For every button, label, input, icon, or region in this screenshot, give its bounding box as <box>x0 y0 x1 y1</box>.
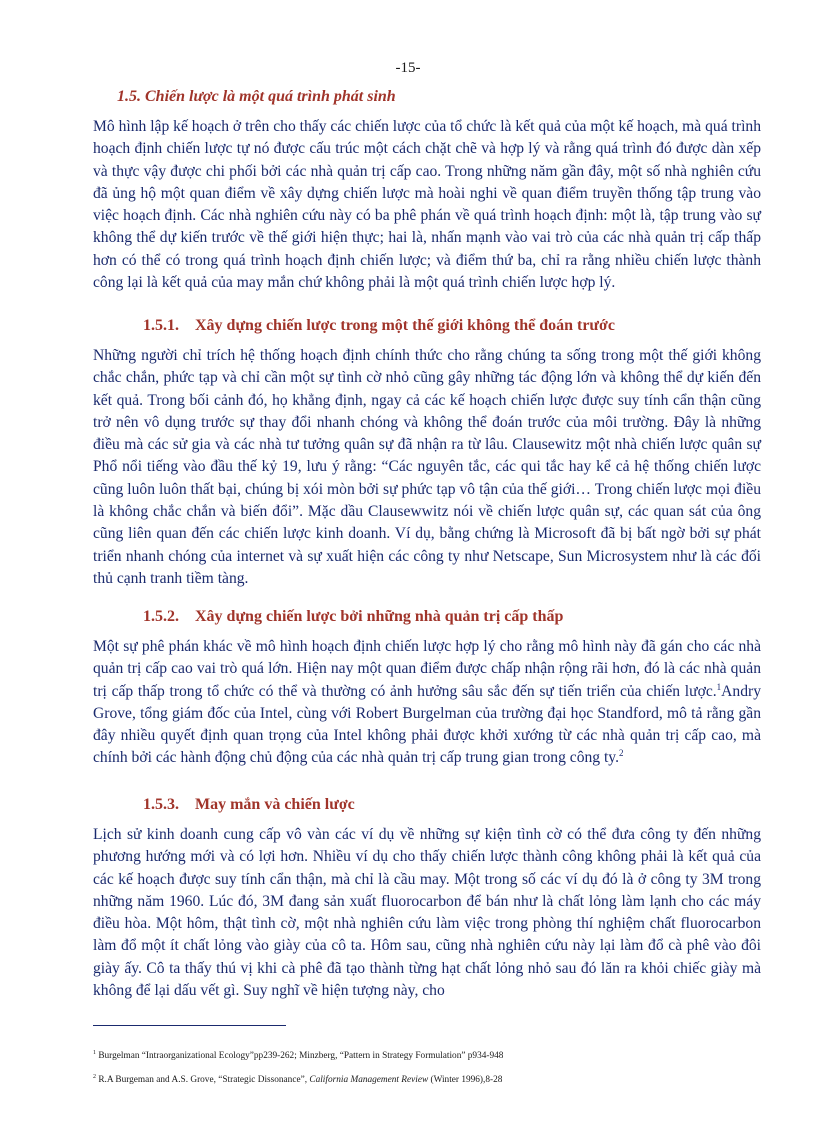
footnote-ref-2[interactable]: 2 <box>619 748 624 759</box>
footnote-text: (Winter 1996),8-28 <box>428 1075 503 1085</box>
subsection-title: Xây dựng chiến lược trong một thế giới không thể đoán trước <box>195 317 615 334</box>
subsection-title: Xây dựng chiến lược bởi những nhà quản trị cấp thấp <box>195 608 564 625</box>
footnote-ref-1[interactable]: 1 <box>716 681 722 692</box>
subsection-number: 1.5.3. <box>143 796 179 813</box>
subsection-1-5-3-paragraph: Lịch sử kinh doanh cung cấp vô vàn các ví dụ về những sự kiện tình cờ có thể đưa công ty đến những phương hướng mới và có lợi hơn. Nhiều ví dụ cho thấy chiến lược thành công không phải là kết quả của các kế hoạch được suy tính cẩn thận, mà chỉ là cầu may. Một trong số các ví dụ đó là ở công ty 3M trong những năm 1960. Lúc đó, 3M đang sản xuất fluorocarbon để bán như là chất lỏng làm lạnh cho các máy điều hòa. Một hôm, thật tình cờ, một nhà nghiên cứu làm việc trong phòng thí nghiệm chất fluorocarbon làm đổ một ít chất lỏng vào giày của cô ta. Hôm sau, cũng nhà nghiên cứu này lại làm đổ cà phê vào đôi giày ấy. Cô ta thấy thú vị khi cà phê đã tạo thành từng hạt chất lỏng nhỏ sau đó lăn ra khỏi chiếc giày mà không để lại dấu vết gì. Suy nghĩ về hiện tượng này, cho <box>93 826 761 1000</box>
subsection-title: May mắn và chiến lược <box>195 796 355 813</box>
footnote-2 <box>93 1075 773 1085</box>
subsection-heading-1-5-2 <box>143 608 563 626</box>
subsection-number: 1.5.1. <box>143 317 179 334</box>
footnote-separator <box>93 1025 286 1026</box>
section-heading: 1.5. Chiến lược là một quá trình phát sinh <box>117 88 396 105</box>
subsection-number: 1.5.2. <box>143 608 179 625</box>
paragraph-text: Một sự phê phán khác về mô hình hoạch định chiến lược hợp lý cho rằng mô hình này đã gán cho các nhà quản trị cấp cao vai trò quá lớn. Hiện nay một quan điểm được chấp nhận rộng rãi hơn, đó là các nhà quản trị cấp thấp trong tổ chức có thể và thường có ảnh hưởng sâu sắc đến sự tiến triển của chiến lược. <box>93 638 761 700</box>
subsection-1-5-1-paragraph: Những người chỉ trích hệ thống hoạch định chính thức cho rằng chúng ta sống trong một thế giới không chắc chắn, phức tạp và chỉ cần một sự tình cờ nhỏ cũng gây những tác động lớn và không thể dự kiến đến kết quả. Trong bối cảnh đó, họ khẳng định, ngay cả các kế hoạch chiến lược được suy tính cẩn thận cũng trở nên vô dụng trước sự thay đổi nhanh chóng và không thể đoán trước của môi trường. Đây là những điều mà các sử gia và các nhà tư tưởng quân sự đã nhận ra từ lâu. Clausewitz một nhà chiến lược quân sự Phổ nổi tiếng vào đầu thế kỷ 19, lưu ý rằng: “Các nguyên tắc, các qui tắc hay kể cả hệ thống chiến lược cũng luôn luôn thất bại, chúng bị xói mòn bởi sự phức tạp vô tận của thế giới… Trong chiến lược mọi điều là không chắc chắn và biến đổi”. Mặc dầu Clausewwitz nói về chiến lược quân sự, các quan sát của ông cũng liên quan đến các chiến lược kinh doanh. Ví dụ, bằng chứng là Microsoft đã bị bất ngờ bởi sự phát triển nhanh chóng của internet và sự xuất hiện các công ty như Netscape, Sun Microsystem như là các đối thủ cạnh tranh tiềm tàng. <box>93 347 761 587</box>
footnote-text: R.A Burgeman and A.S. Grove, “Strategic Dissonance”, <box>98 1075 310 1085</box>
footnote-marker: 1 <box>93 1049 96 1056</box>
footnote-marker: 2 <box>93 1073 96 1080</box>
subsection-1-5-2-paragraph <box>93 636 761 770</box>
section-intro-paragraph: Mô hình lập kế hoạch ở trên cho thấy các chiến lược của tổ chức là kết quả của một kế hoạch, mà quá trình hoạch định chiến lược tự nó được cấu trúc một cách chặt chẽ và hợp lý và rằng quá trình đó được dàn xếp và thực vậy được chi phối bởi các nhà quản trị cấp cao. Trong những năm gần đây, một số nhà nghiên cứu đã ủng hộ một quan điểm về xây dựng chiến lược mà hoài nghi về quan điểm truyền thống tập trung vào việc hoạch định. Các nhà nghiên cứu này có ba phê phán về quá trình hoạch định: một là, tập trung vào sự không thể dự kiến trước về thế giới hiện thực; hai là, nhấn mạnh vào vai trò của các nhà quản trị cấp thấp hơn có thể có trong quá trình hoạch định chiến lược; và điểm thứ ba, chỉ ra rằng nhiều chiến lược thành công lại là kết quả của may mắn chứ không phải là một quá trình chiến lược hợp lý. <box>93 118 761 292</box>
paragraph-text: Andry Grove, tổng giám đốc của Intel, cùng với Robert Burgelman của trường đại học Standford, mô tả rằng gần đây nhiều quyết định quan trọng của Intel không phải được khởi xướng từ các nhà quản trị cấp cao, mà chính bởi các hành động chủ động của các nhà quản trị cấp trung gian trong công ty. <box>93 682 761 767</box>
subsection-heading-1-5-3 <box>143 796 355 814</box>
footnote-text: Burgelman “Intraorganizational Ecology”pp239-262; Minzberg, “Pattern in Strategy Formulation” p934-948 <box>98 1051 504 1061</box>
page-number: -15- <box>395 60 421 76</box>
footnote-1 <box>93 1051 773 1061</box>
subsection-heading-1-5-1 <box>143 317 615 335</box>
journal-title: California Management Review <box>309 1075 429 1085</box>
